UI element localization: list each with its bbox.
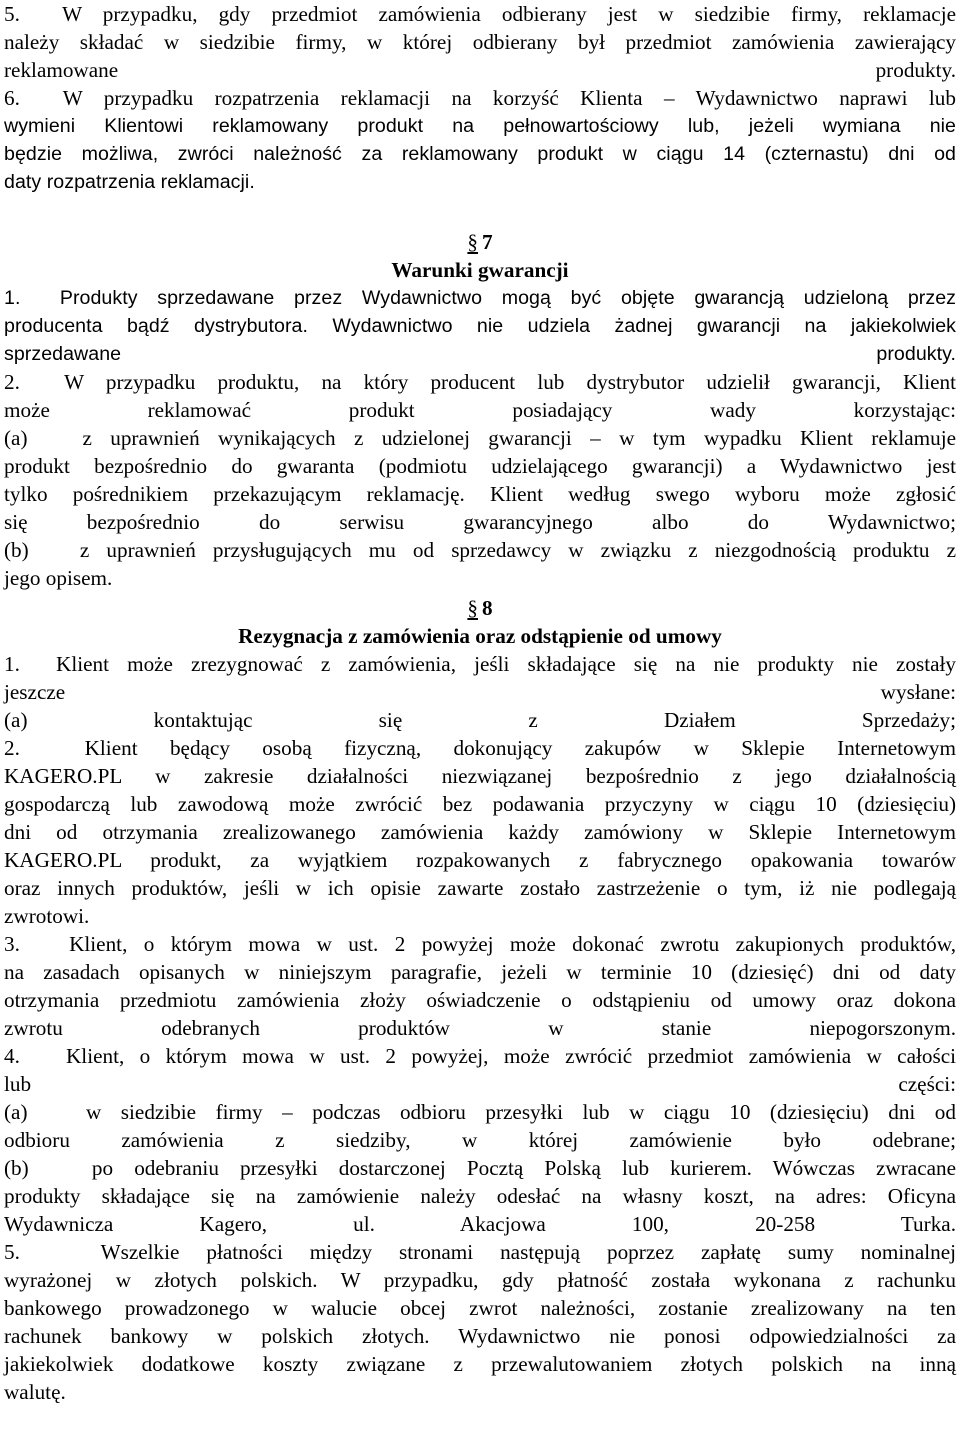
- text-line: 2. Klient będący osobą fizyczną, dokonujący zakupów w Sklepie Internetowym: [4, 736, 956, 760]
- text-line: dni od otrzymania zrealizowanego zamówienia każdy zamówiony w Sklepie Internetowym: [4, 820, 956, 844]
- text-line: produkty składające się na zamówienie należy odesłać na własny koszt, na adres: Oficyna: [4, 1184, 956, 1208]
- text-line: KAGERO.PL w zakresie działalności niezwiązanej bezpośrednio z jego działalnością: [4, 764, 956, 788]
- text-line: może reklamować produkt posiadający wady korzystając:: [4, 398, 956, 422]
- text-line: (a) z uprawnień wynikających z udzielonej gwarancji – w tym wypadku Klient reklamuje: [4, 426, 956, 450]
- text-line: 6. W przypadku rozpatrzenia reklamacji na korzyść Klienta – Wydawnictwo naprawi lub: [4, 86, 956, 110]
- text-line: Rezygnacja z zamówienia oraz odstąpienie od umowy: [238, 624, 722, 648]
- text-line: 1. Produkty sprzedawane przez Wydawnictwo mogą być objęte gwarancją udzieloną przez: [4, 287, 956, 309]
- text-line: (b) z uprawnień przysługujących mu od sprzedawcy w związku z niezgodnością produktu z: [4, 538, 956, 562]
- text-line: KAGERO.PL produkt, za wyjątkiem rozpakowanych z fabrycznego opakowania towarów: [4, 848, 956, 872]
- text-line: producenta bądź dystrybutora. Wydawnictwo nie udziela żadnej gwarancji na jakiekolwiek: [4, 315, 956, 337]
- text-line: wyrażonej w złotych polskich. W przypadku, gdy płatność została wykonana z rachunku: [4, 1268, 956, 1292]
- text-line: 3. Klient, o którym mowa w ust. 2 powyżej może dokonać zwrotu zakupionych produktów,: [4, 932, 956, 956]
- text-line: (b) po odebraniu przesyłki dostarczonej Pocztą Polską lub kurierem. Wówczas zwracane: [4, 1156, 956, 1180]
- text-line: tylko pośrednikiem przekazującym reklamację. Klient według swego wyboru może zgłosić: [4, 482, 956, 506]
- text-line: 2. W przypadku produktu, na który producent lub dystrybutor udzielił gwarancji, Klient: [4, 370, 956, 394]
- text-line: zwrotu odebranych produktów w stanie niepogorszonym.: [4, 1016, 956, 1040]
- text-line: odbioru zamówienia z siedziby, w której zamówienie było odebrane;: [4, 1128, 956, 1152]
- text-line: 5. Wszelkie płatności między stronami następują poprzez zapłatę sumy nominalnej: [4, 1240, 956, 1264]
- text-line: jakiekolwiek dodatkowe koszty związane z przewalutowaniem złotych polskich na inną: [4, 1352, 956, 1376]
- text-line: będzie możliwa, zwróci należność za reklamowany produkt w ciągu 14 (czternastu) dni od: [4, 143, 956, 165]
- text-line: produkt bezpośrednio do gwaranta (podmiotu udzielającego gwarancji) a Wydawnictwo jest: [4, 454, 956, 478]
- text-line: jeszcze wysłane:: [4, 680, 956, 704]
- text-line: zwrotowi.: [4, 904, 90, 928]
- text-line: walutę.: [4, 1380, 66, 1404]
- section-8-number: 8: [482, 596, 493, 620]
- section-8-heading-number: [4, 594, 956, 622]
- paragraph-sign-icon: §: [467, 230, 478, 254]
- text-line: na zasadach opisanych w niniejszym paragrafie, jeżeli w terminie 10 (dziesięć) dni od daty: [4, 960, 956, 984]
- text-line: 4. Klient, o którym mowa w ust. 2 powyżej, może zwrócić przedmiot zamówienia w całości: [4, 1044, 956, 1068]
- text-line: wymieni Klientowi reklamowany produkt na pełnowartościowy lub, jeżeli wymiana nie: [4, 115, 956, 137]
- text-line: 1. Klient może zrezygnować z zamówienia, jeśli składające się na nie produkty nie zostały: [4, 652, 956, 676]
- text-line: sprzedawane produkty.: [4, 343, 956, 365]
- text-line: (a) w siedzibie firmy – podczas odbioru przesyłki lub w ciągu 10 (dziesięciu) dni od: [4, 1100, 956, 1124]
- text-line: daty rozpatrzenia reklamacji.: [4, 171, 255, 193]
- text-line: rachunek bankowy w polskich złotych. Wydawnictwo nie ponosi odpowiedzialności za: [4, 1324, 956, 1348]
- text-line: gospodarczą lub zawodową może zwrócić bez podawania przyczyny w ciągu 10 (dziesięciu): [4, 792, 956, 816]
- text-line: otrzymania przedmiotu zamówienia złoży oświadczenie o odstąpieniu od umowy oraz dokona: [4, 988, 956, 1012]
- text-line: bankowego prowadzonego w walucie obcej zwrot należności, zostanie zrealizowany na ten: [4, 1296, 956, 1320]
- text-line: należy składać w siedzibie firmy, w której odbierany był przedmiot zamówienia zawierający: [4, 30, 956, 54]
- text-line: lub części:: [4, 1072, 956, 1096]
- text-line: 5. W przypadku, gdy przedmiot zamówienia odbierany jest w siedzibie firmy, reklamacje: [4, 2, 956, 26]
- text-line: oraz innych produktów, jeśli w ich opisie zawarte zostało zastrzeżenie o tym, iż nie podlegają: [4, 876, 956, 900]
- paragraph-sign-icon: §: [467, 596, 478, 620]
- text-line: (a) kontaktując się z Działem Sprzedaży;: [4, 708, 956, 732]
- text-line: Wydawnicza Kagero, ul. Akacjowa 100, 20-258 Turka.: [4, 1212, 956, 1236]
- text-line: Warunki gwarancji: [391, 258, 569, 282]
- text-line: się bezpośrednio do serwisu gwarancyjnego albo do Wydawnictwo;: [4, 510, 956, 534]
- section-7-heading-number: [4, 228, 956, 256]
- text-line: reklamowane produkty.: [4, 58, 956, 82]
- section-7-number: 7: [482, 230, 493, 254]
- text-line: jego opisem.: [4, 566, 113, 590]
